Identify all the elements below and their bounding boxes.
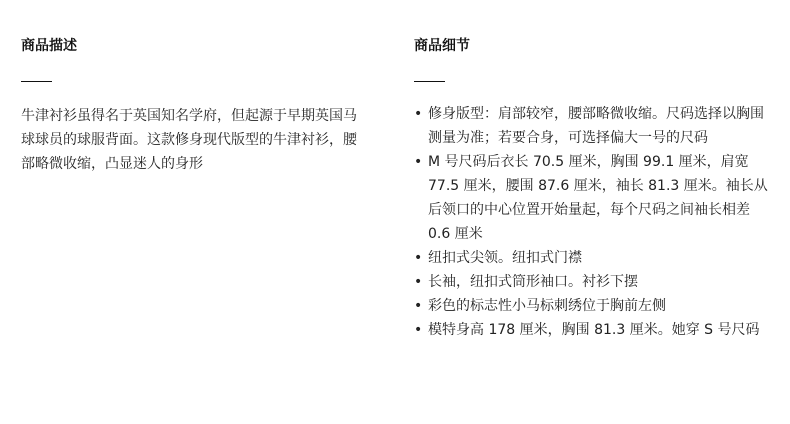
details-item-text: 修身版型：肩部较窄，腰部略微收缩。尺码选择以胸围测量为准；若要合身，可选择偏大一号的尺码 [428, 106, 764, 146]
description-title: 商品描述 [21, 38, 77, 54]
bullet-icon: • [414, 154, 423, 170]
details-item-text: M 号尺码后衣长 70.5 厘米，胸围 99.1 厘米，肩宽 77.5 厘米，腰围 87.6 厘米，袖长 81.3 厘米。袖长从后领口的中心位置开始量起，每个尺码之间袖长相差 0.6 厘米 [428, 154, 768, 242]
details-list [414, 102, 774, 342]
bullet-icon: • [414, 274, 423, 290]
details-item-text: 彩色的标志性小马标刺绣位于胸前左侧 [428, 298, 666, 314]
details-list-item [414, 318, 773, 342]
details-title: 商品细节 [414, 38, 470, 54]
details-title-underline [414, 81, 445, 82]
bullet-icon: • [414, 322, 423, 338]
details-list-item [414, 294, 773, 318]
details-list-item [414, 150, 773, 246]
description-text: 牛津衬衫虽得名于英国知名学府，但起源于早期英国马球球员的球服背面。这款修身现代版型的牛津衬衫，腰部略微收缩，凸显迷人的身形 [21, 108, 357, 172]
details-list-item [414, 270, 773, 294]
product-description-section [21, 36, 361, 176]
details-item-text: 模特身高 178 厘米，胸围 81.3 厘米。她穿 S 号尺码 [428, 322, 760, 338]
bullet-icon: • [414, 250, 423, 266]
details-list-item [414, 246, 773, 270]
description-title-underline [21, 81, 52, 82]
product-details-section [414, 36, 774, 342]
bullet-icon: • [414, 298, 423, 314]
details-item-text: 长袖，纽扣式筒形袖口。衬衫下摆 [428, 274, 638, 290]
details-item-text: 纽扣式尖领。纽扣式门襟 [428, 250, 582, 266]
bullet-icon: • [414, 106, 423, 122]
details-list-item [414, 102, 773, 150]
